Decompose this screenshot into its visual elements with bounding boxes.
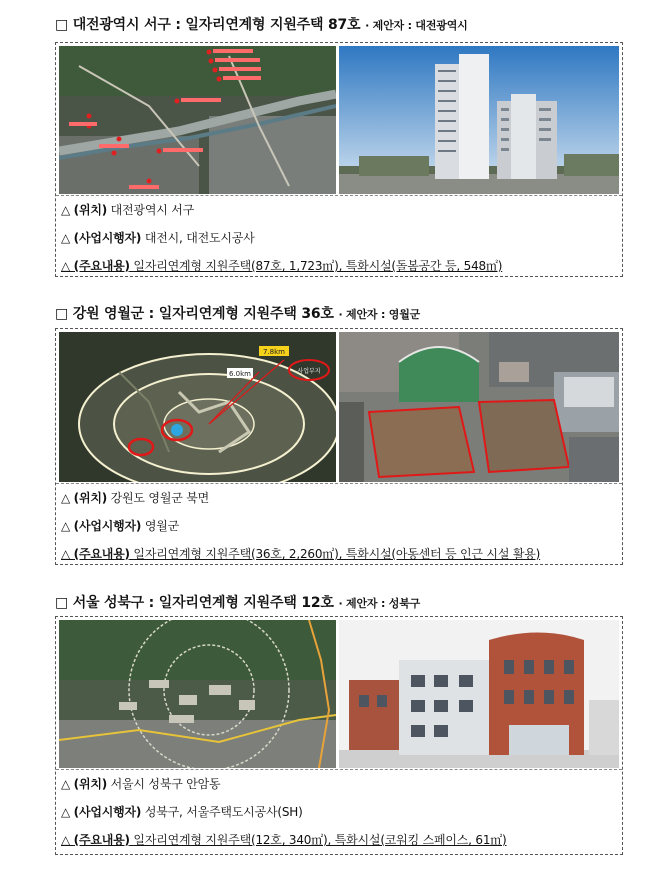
section-3-location: △ (위치) 서울시 성북구 안암동 [56,769,622,798]
section-1-map-image [59,46,336,194]
section-1-content: △ (주요내용) 일자리연계형 지원주택(87호, 1,723㎡), 특화시설(돌봄공간 등, 548㎡) [61,259,503,273]
radius-label-inner: 6.0km [228,370,252,378]
section-3-building-render [339,620,619,768]
radius-label-outer: 7.8km [262,348,286,356]
section-1-location: △ (위치) 대전광역시 서구 [56,195,622,224]
section-2-operator: △ (사업시행자) 영월군 [61,519,179,533]
section-2-location: △ (위치) 강원도 영월군 북면 [56,483,622,512]
section-2-title: □ 강원 영월군 : 일자리연계형 지원주택 36호 · 제안자 : 영월군 [55,306,421,322]
section-2-box [55,328,623,565]
section-1-title: □ 대전광역시 서구 : 일자리연계형 지원주택 87호 · 제안자 : 대전광역시 [55,17,468,33]
site-label: 사업부지 [297,368,321,375]
section-1-box [55,42,623,277]
section-2-radius-map [59,332,336,482]
section-3-box [55,616,623,855]
section-3-content: △ (주요내용) 일자리연계형 지원주택(12호, 340㎡), 특화시설(코워킹 스페이스, 61㎡) [61,833,507,847]
section-3-title: □ 서울 성북구 : 일자리연계형 지원주택 12호 · 제안자 : 성북구 [55,595,421,611]
section-3-radius-map [59,620,336,768]
section-2-aerial-photo [339,332,619,482]
section-2-content: △ (주요내용) 일자리연계형 지원주택(36호, 2,260㎡), 특화시설(아동센터 등 인근 시설 활용) [61,547,541,561]
section-1-operator: △ (사업시행자) 대전시, 대전도시공사 [61,231,255,245]
section-3-operator: △ (사업시행자) 성북구, 서울주택도시공사(SH) [61,805,303,819]
section-1-building-render [339,46,619,194]
